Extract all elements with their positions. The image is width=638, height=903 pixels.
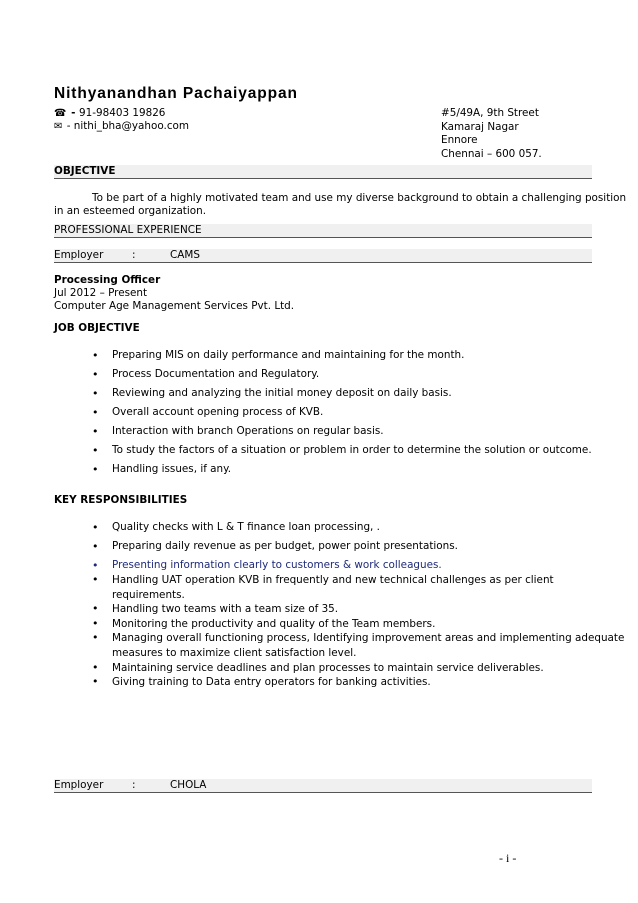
phone-icon: ☎ <box>54 108 67 119</box>
list-item: • Handling UAT operation KVB in frequently and new technical challenges as per client <box>92 573 624 588</box>
job-objective-list <box>92 346 592 479</box>
key-responsibilities-heading: KEY RESPONSIBILITIES <box>54 494 188 506</box>
page-number: - i - <box>499 851 517 865</box>
list-item: • Monitoring the productivity and quality of the Team members. <box>92 617 624 632</box>
list-item: • Handling issues, if any. <box>92 460 592 479</box>
employer-value: CHOLA <box>170 779 207 791</box>
address-line: Chennai – 600 057. <box>441 147 542 160</box>
list-item: • Managing overall functioning process, Identifying improvement areas and implementing adequate <box>92 631 624 646</box>
phone-prefix: - <box>67 107 80 119</box>
list-item: • Preparing daily revenue as per budget, power point presentations. <box>92 537 458 556</box>
role-title: Processing Officer <box>54 274 161 286</box>
list-item: • Interaction with branch Operations on regular basis. <box>92 422 592 441</box>
employer-bar-1 <box>54 249 592 263</box>
employer-label: Employer <box>54 779 104 791</box>
company-name: Computer Age Management Services Pvt. Ltd. <box>54 300 295 312</box>
email-line <box>54 120 189 132</box>
address-line: #5/49A, 9th Street <box>441 107 539 119</box>
continuation-text: requirements. <box>112 588 185 601</box>
list-item: • Process Documentation and Regulatory. <box>92 365 592 384</box>
list-item-continuation <box>92 588 624 603</box>
address-line: Ennore <box>441 134 478 146</box>
employer-bar-2 <box>54 779 592 793</box>
address-block <box>441 107 542 161</box>
list-item: • Maintaining service deadlines and plan processes to maintain service deliverables. <box>92 661 624 676</box>
continuation-text: measures to maximize client satisfaction level. <box>112 646 357 659</box>
objective-line-2: in an esteemed organization. <box>54 205 207 217</box>
experience-heading: PROFESSIONAL EXPERIENCE <box>54 224 202 236</box>
list-item-continuation <box>92 646 624 661</box>
objective-heading-bar <box>54 165 592 179</box>
job-objective-heading: JOB OBJECTIVE <box>54 322 140 334</box>
list-item: • Presenting information clearly to customers & work colleagues. <box>92 556 458 575</box>
list-item: • Preparing MIS on daily performance and maintaining for the month. <box>92 346 592 365</box>
employer-colon: : <box>132 249 136 261</box>
list-item: • Handling two teams with a team size of 35. <box>92 602 624 617</box>
objective-heading: OBJECTIVE <box>54 165 116 177</box>
key-responsibilities-list-dense <box>92 573 624 690</box>
key-responsibilities-list-top <box>92 518 458 575</box>
employer-value: CAMS <box>170 249 200 261</box>
list-item: • Quality checks with L & T finance loan processing, . <box>92 518 458 537</box>
envelope-icon: ✉ <box>54 121 63 132</box>
address-line: Kamaraj Nagar <box>441 120 519 133</box>
email-address: nithi_bha@yahoo.com <box>73 120 190 132</box>
phone-number: 91-98403 19826 <box>79 107 166 119</box>
list-item: • Overall account opening process of KVB. <box>92 403 592 422</box>
experience-heading-bar <box>54 224 592 238</box>
phone-line <box>54 107 165 119</box>
employer-colon: : <box>132 779 136 791</box>
role-period: Jul 2012 – Present <box>54 287 148 299</box>
list-item: • Giving training to Data entry operators for banking activities. <box>92 675 624 690</box>
list-item: • To study the factors of a situation or problem in order to determine the solution or outcome. <box>92 441 592 460</box>
email-prefix: - <box>63 120 74 132</box>
objective-line-1: To be part of a highly motivated team and use my diverse background to obtain a challenging position <box>92 192 627 204</box>
list-item: • Reviewing and analyzing the initial money deposit on daily basis. <box>92 384 592 403</box>
employer-label: Employer <box>54 249 104 261</box>
candidate-name: Nithyanandhan Pachaiyappan <box>54 85 298 102</box>
